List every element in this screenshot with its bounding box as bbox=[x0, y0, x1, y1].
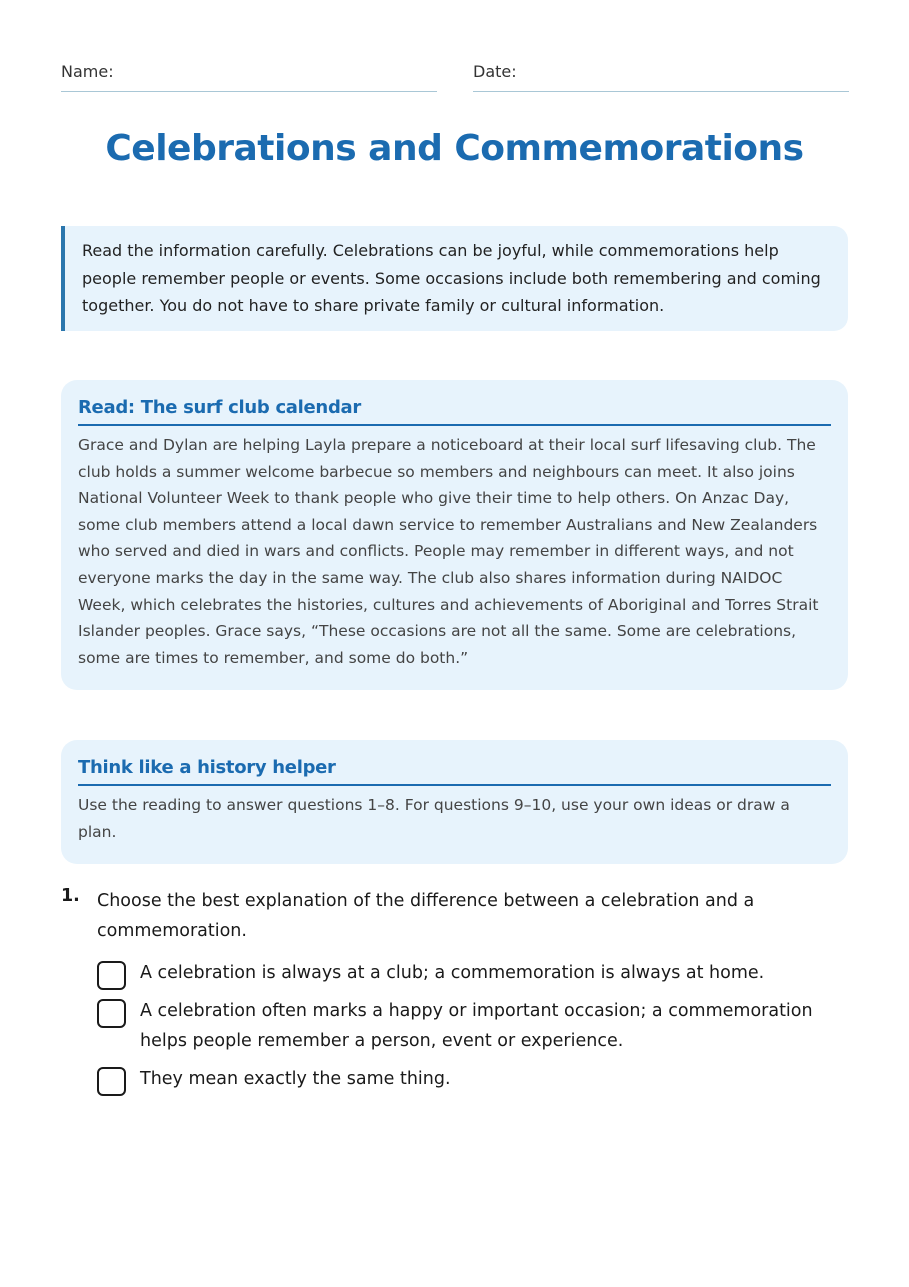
option-1-checkbox[interactable] bbox=[97, 961, 126, 990]
question-number: 1. bbox=[61, 886, 80, 906]
name-field[interactable] bbox=[61, 62, 437, 92]
helper-panel bbox=[61, 740, 848, 864]
helper-title: Think like a history helper bbox=[78, 757, 831, 786]
option-2-checkbox[interactable] bbox=[97, 999, 126, 1028]
option-3-text: They mean exactly the same thing. bbox=[140, 1069, 451, 1089]
option-2-text: A celebration often marks a happy or important occasion; a commemoration helps people remember a person, event or experience. bbox=[140, 1001, 813, 1051]
name-label: Name: bbox=[61, 62, 114, 81]
reading-panel bbox=[61, 380, 848, 690]
page-title: Celebrations and Commemorations bbox=[105, 128, 804, 169]
intro-callout: Read the information carefully. Celebrations can be joyful, while commemorations help people remember people or events. Some occasions include both remembering and coming together. You do not have to share private family or cultural information. bbox=[61, 226, 848, 331]
option-1-text: A celebration is always at a club; a commemoration is always at home. bbox=[140, 963, 765, 983]
reading-title: Read: The surf club calendar bbox=[78, 397, 831, 426]
header-row bbox=[61, 62, 849, 92]
date-field[interactable] bbox=[473, 62, 849, 92]
reading-body: Grace and Dylan are helping Layla prepare a noticeboard at their local surf lifesaving club. The club holds a summer welcome barbecue so members and neighbours can meet. It also joins National Volunteer Week to thank people who give their time to help others. On Anzac Day, some club members attend a local dawn service to remember Australians and New Zealanders who served and died in wars and conflicts. People may remember in different ways, and not everyone marks the day in the same way. The club also shares information during NAIDOC Week, which celebrates the histories, cultures and achievements of Aboriginal and Torres Strait Islander peoples. Grace says, “These occasions are not all the same. Some are celebrations, some are times to remember, and some do both.” bbox=[78, 436, 819, 667]
helper-body: Use the reading to answer questions 1–8. For questions 9–10, use your own ideas or draw a plan. bbox=[78, 796, 790, 841]
date-label: Date: bbox=[473, 62, 517, 81]
option-3-checkbox[interactable] bbox=[97, 1067, 126, 1096]
question-text: Choose the best explanation of the difference between a celebration and a commemoration. bbox=[97, 891, 755, 941]
